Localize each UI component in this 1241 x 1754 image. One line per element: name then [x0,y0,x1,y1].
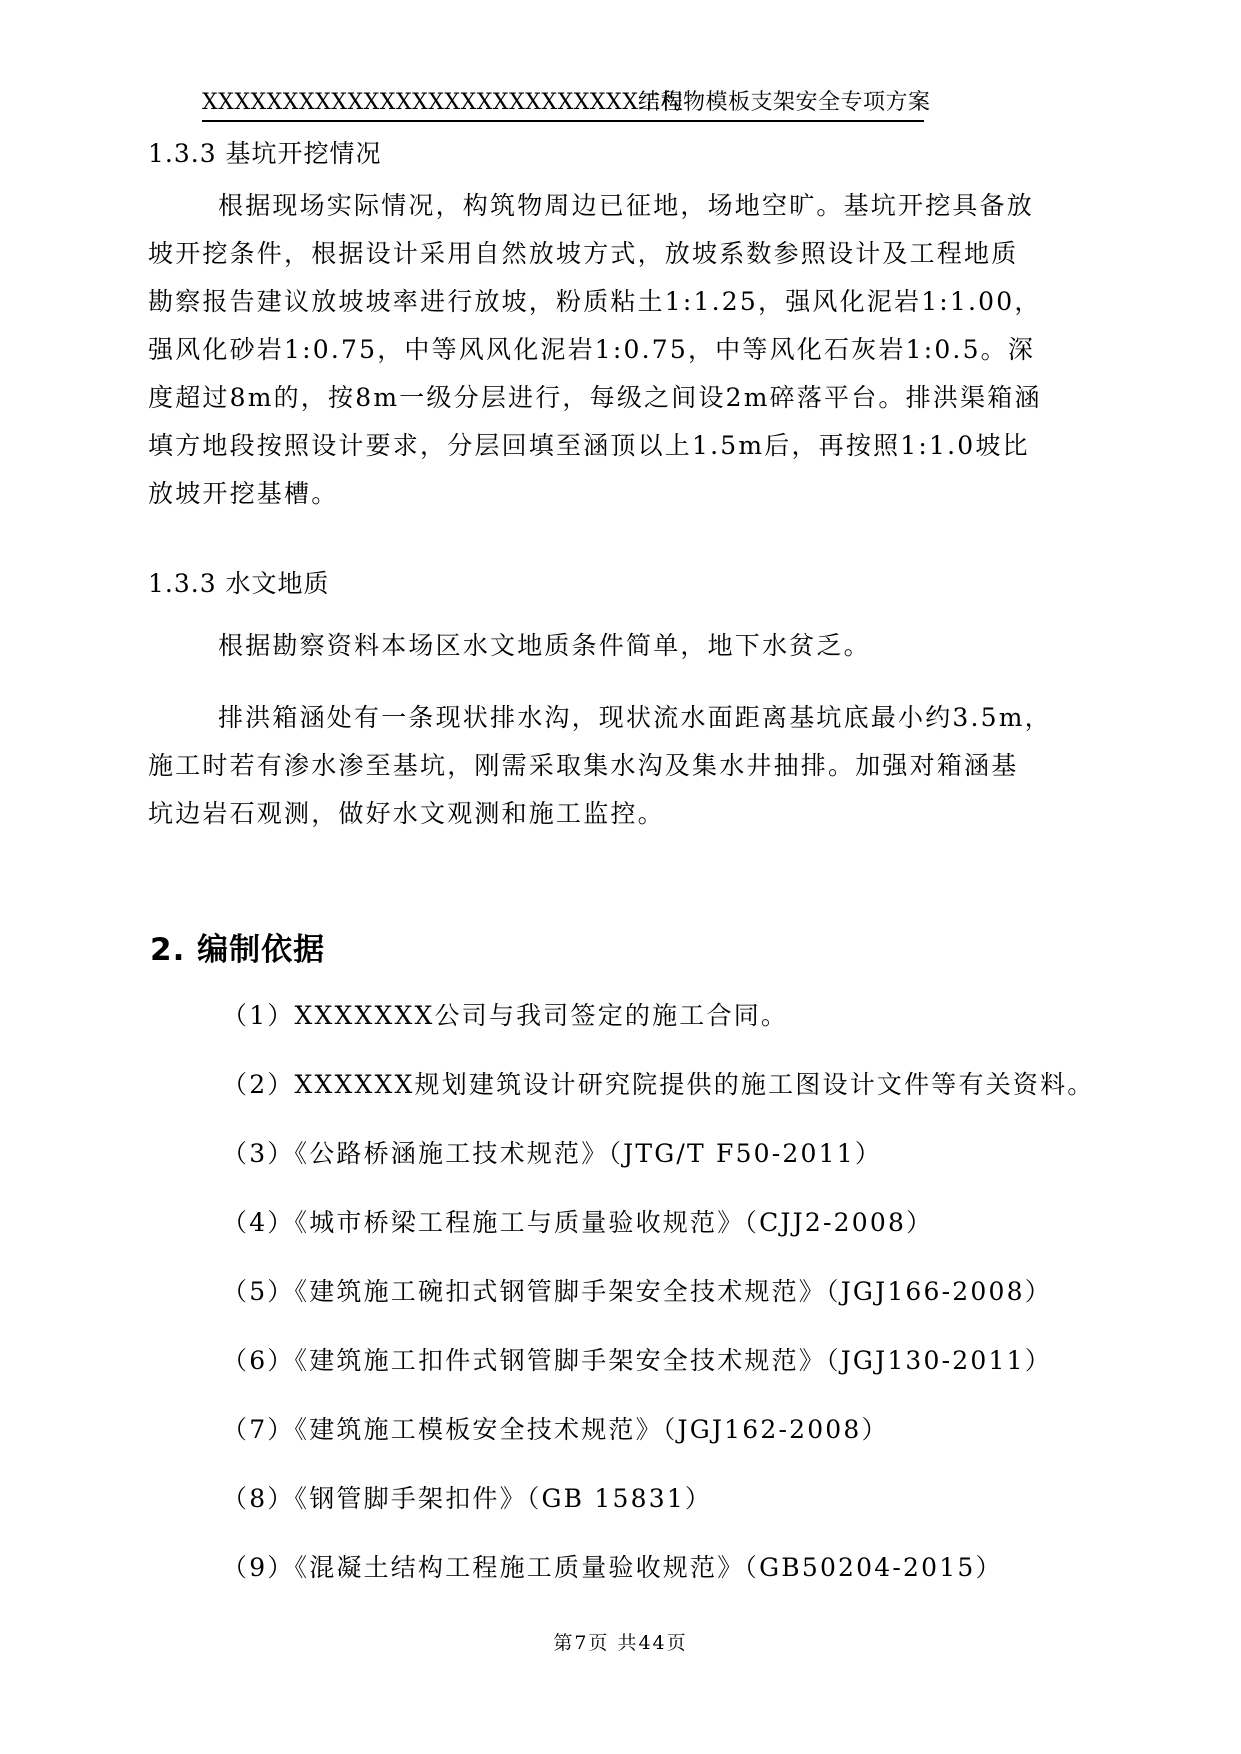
reference-item: （8）《钢管脚手架扣件》（GB 15831） [222,1484,713,1513]
paragraph-line: 强风化砂岩1:0.75，中等风风化泥岩1:0.75，中等风化石灰岩1:0.5。深 [148,335,1036,364]
reference-item: （1）XXXXXXX公司与我司签定的施工合同。 [222,1001,789,1030]
hydrogeology-paragraph-1 [148,622,1094,670]
header-project-name: XXXXXXXXXXXXXXXXXXXXXXXXXXX工程 [202,90,684,115]
paragraph-line: 根据勘察资料本场区水文地质条件简单，地下水贫乏。 [218,631,871,660]
page-header [202,86,931,122]
reference-item: （7）《建筑施工模板安全技术规范》（JGJ162-2008） [222,1415,889,1444]
paragraph-line: 坡开挖条件，根据设计采用自然放坡方式，放坡系数参照设计及工程地质 [148,239,1019,268]
section-heading-hydrogeology: 1.3.3 水文地质 [148,569,330,598]
hydrogeology-paragraph-2 [148,694,1094,838]
page-number: 第7页 共44页 [553,1632,688,1654]
reference-item: （3）《公路桥涵施工技术规范》（JTG/T F50-2011） [222,1139,883,1168]
paragraph-line: 排洪箱涵处有一条现状排水沟，现状流水面距离基坑底最小约3.5m， [218,703,1052,732]
paragraph-line: 根据现场实际情况，构筑物周边已征地，场地空旷。基坑开挖具备放 [218,191,1035,220]
header-document-title: 结构物模板支架安全专项方案 [638,90,931,115]
paragraph-line: 放坡开挖基槽。 [148,479,339,508]
reference-item: （9）《混凝土结构工程施工质量验收规范》（GB50204-2015） [222,1553,1003,1582]
paragraph-line: 施工时若有渗水渗至基坑，刚需采取集水沟及集水井抽排。加强对箱涵基 [148,751,1019,780]
excavation-paragraph [148,182,1094,518]
chapter-title: 2. 编制依据 [150,932,326,968]
paragraph-line: 坑边岩石观测，做好水文观测和施工监控。 [148,799,665,828]
paragraph-line: 填方地段按照设计要求，分层回填至涵顶以上1.5m后，再按照1:1.0坡比 [148,431,1030,460]
reference-item: （4）《城市桥梁工程施工与质量验收规范》（CJJ2-2008） [222,1208,934,1237]
paragraph-line: 度超过8m的，按8m一级分层进行，每级之间设2m碎落平台。排洪渠箱涵 [148,383,1042,412]
paragraph-line: 勘察报告建议放坡坡率进行放坡，粉质粘土1:1.25，强风化泥岩1:1.00， [148,287,1042,316]
reference-item: （6）《建筑施工扣件式钢管脚手架安全技术规范》（JGJ130-2011） [222,1346,1052,1375]
reference-item: （5）《建筑施工碗扣式钢管脚手架安全技术规范》（JGJ166-2008） [222,1277,1052,1306]
section-heading-excavation: 1.3.3 基坑开挖情况 [148,139,382,168]
reference-item: （2）XXXXXX规划建筑设计研究院提供的施工图设计文件等有关资料。 [222,1070,1095,1099]
